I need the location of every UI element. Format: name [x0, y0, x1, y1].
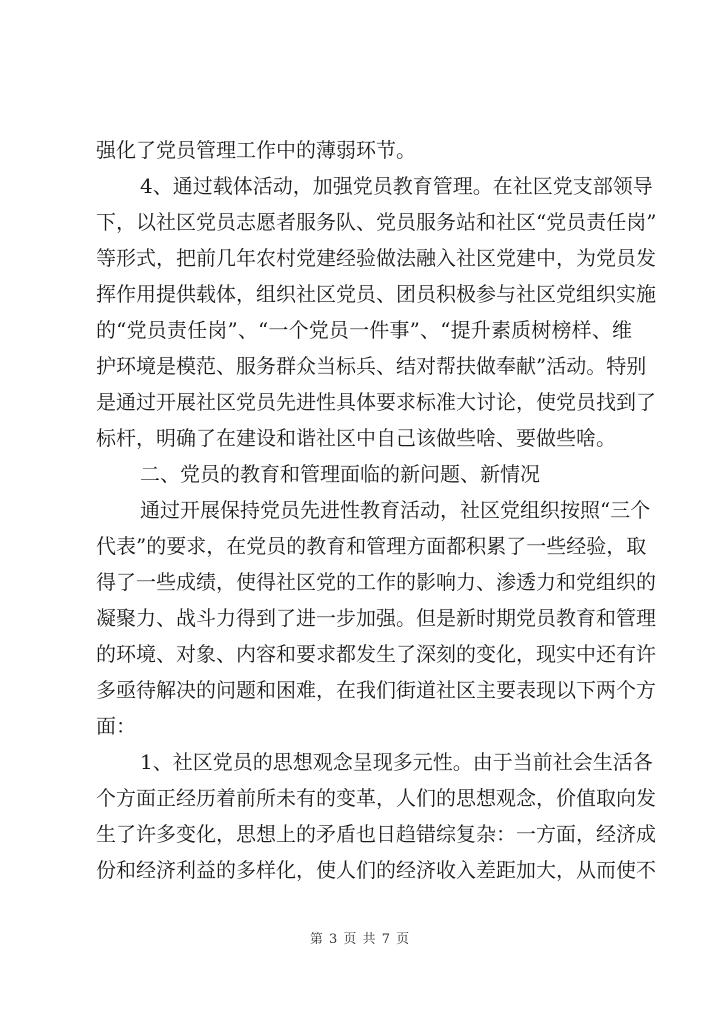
- text-line: 个方面正经历着前所未有的变革，人们的思想观念，价值取向发: [96, 786, 656, 810]
- text-line: 1、社区党员的思想观念呈现多元性。由于当前社会生活各: [140, 750, 653, 774]
- text-line: 得了一些成绩，使得社区党的工作的影响力、渗透力和党组织的: [96, 570, 656, 594]
- text-line: 的“党员责任岗”、“一个党员一件事”、“提升素质树榜样、维: [96, 318, 632, 342]
- text-line: 的环境、对象、内容和要求都发生了深刻的变化，现实中还有许: [96, 642, 656, 666]
- text-line: 代表”的要求，在党员的教育和管理方面都积累了一些经验，取: [96, 534, 647, 558]
- text-line: 护环境是模范、服务群众当标兵、结对帮扶做奉献”活动。特别: [96, 354, 647, 378]
- section-heading: 二、党员的教育和管理面临的新问题、新情况: [140, 462, 540, 486]
- text-line: 等形式，把前几年农村党建经验做法融入社区党建中，为党员发: [96, 246, 656, 270]
- text-line: 通过开展保持党员先进性教育活动，社区党组织按照“三个: [140, 498, 651, 522]
- text-line: 强化了党员管理工作中的薄弱环节。: [96, 138, 416, 162]
- text-line: 挥作用提供载体，组织社区党员、团员积极参与社区党组织实施: [96, 282, 656, 306]
- text-line: 标杆，明确了在建设和谐社区中自己该做些啥、要做些啥。: [96, 426, 616, 450]
- text-line: 4、通过载体活动，加强党员教育管理。在社区党支部领导: [140, 174, 653, 198]
- text-line: 生了许多变化，思想上的矛盾也日趋错综复杂：一方面，经济成: [96, 822, 656, 846]
- text-line: 凝聚力、战斗力得到了进一步加强。但是新时期党员教育和管理: [96, 606, 656, 630]
- document-body: [96, 132, 657, 888]
- text-line: 下，以社区党员志愿者服务队、党员服务站和社区“党员责任岗”: [96, 210, 657, 234]
- page-number-footer: 第 3 页 共 7 页: [309, 932, 411, 947]
- text-line: 多亟待解决的问题和困难，在我们街道社区主要表现以下两个方: [96, 678, 656, 702]
- text-line: 面：: [96, 714, 136, 738]
- text-line: 是通过开展社区党员先进性具体要求标准大讨论，使党员找到了: [96, 390, 656, 414]
- text-line: 份和经济利益的多样化，使人们的经济收入差距加大，从而使不: [96, 858, 656, 882]
